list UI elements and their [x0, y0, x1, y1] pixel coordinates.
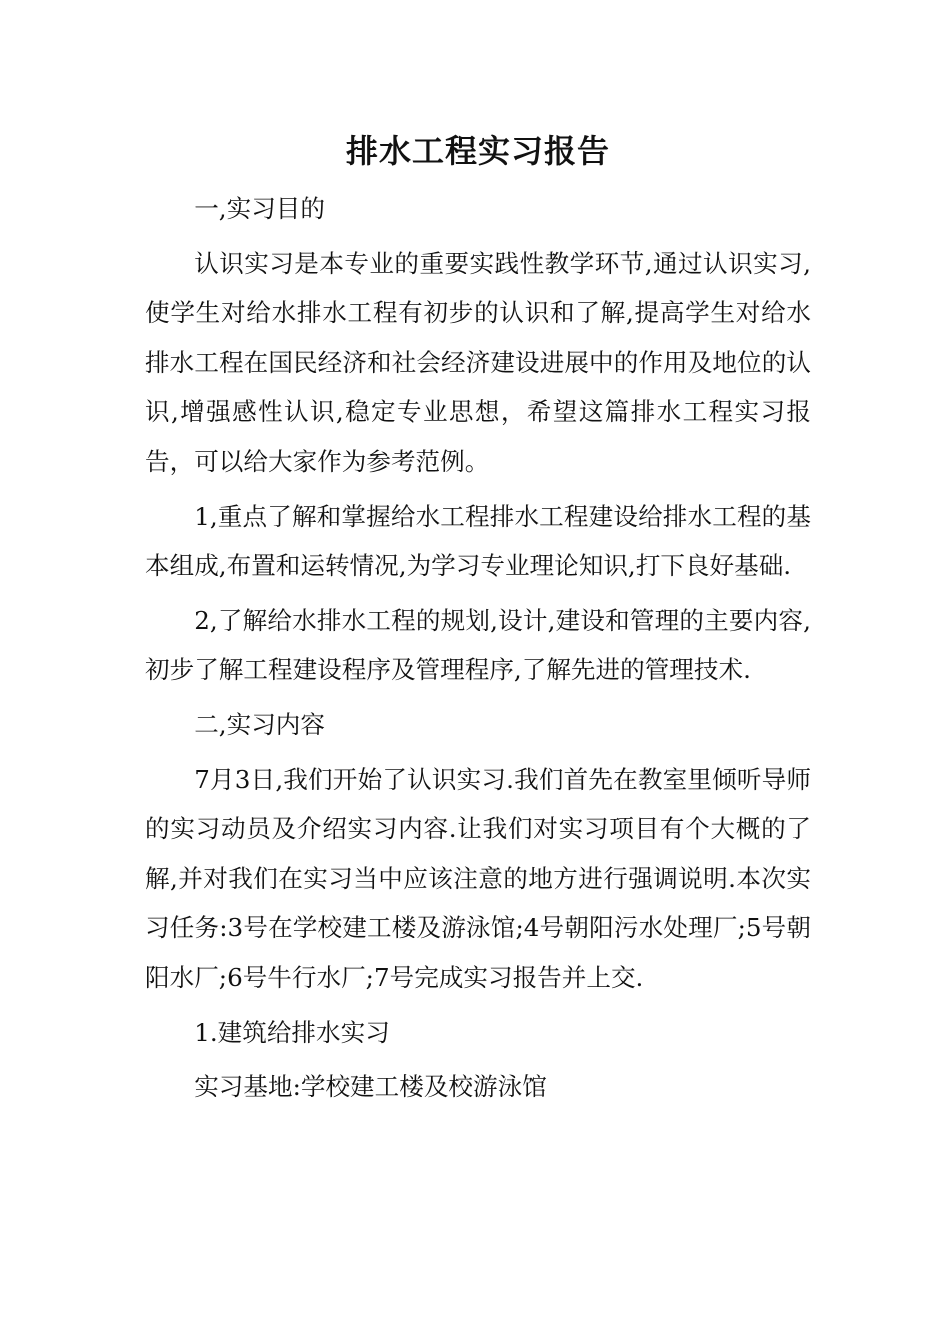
- section-heading-purpose: 一,实习目的: [194, 194, 325, 223]
- document-title: 排水工程实习报告: [345, 132, 610, 170]
- paragraph-practice-base: 实习基地:学校建工楼及校游泳馆: [194, 1072, 547, 1102]
- paragraph-goal-2: 2,了解给水排水工程的规划,设计,建设和管理的主要内容,初步了解工程建设程序及管理程序,了解先进的管理技术.: [145, 605, 811, 685]
- paragraph-intro: 认识实习是本专业的重要实践性教学环节,通过认识实习,使学生对给水排水工程有初步的认识和了解,提高学生对给水排水工程在国民经济和社会经济建设进展中的作用及地位的认识,增强感性认识,稳定专业思想，希望这篇排水工程实习报告，可以给大家作为参考范例。: [145, 248, 811, 476]
- subheading-building-drainage: 1.建筑给排水实习: [194, 1017, 390, 1047]
- section-heading-content: 二,实习内容: [194, 709, 325, 739]
- paragraph-schedule: 7月3日,我们开始了认识实习.我们首先在教室里倾听导师的实习动员及介绍实习内容.让我们对实习项目有个大概的了解,并对我们在实习当中应该注意的地方进行强调说明.本次实习任务:3号在学校建工楼及游泳馆;4号朝阳污水处理厂;5号朝阳水厂;6号牛行水厂;7号完成实习报告并上交.: [145, 764, 811, 992]
- paragraph-goal-1: 1,重点了解和掌握给水工程排水工程建设给排水工程的基本组成,布置和运转情况,为学习专业理论知识,打下良好基础.: [145, 501, 811, 581]
- document-page: [145, 118, 811, 1117]
